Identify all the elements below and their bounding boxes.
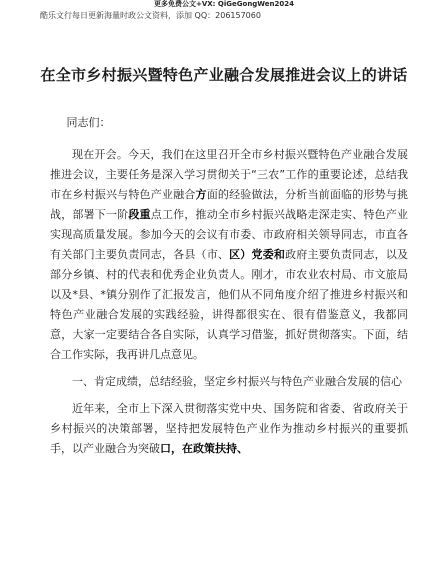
paragraph-1-text-a: 现在开会。今天，我们在这里召开全市乡村振兴暨特色产业融合发展推进会议，主要任务是深入学习贯彻关于“三农”工作的重要论述，总结我市在乡村振兴与特色产业融合	[50, 148, 408, 201]
salutation: 同志们：	[66, 116, 111, 129]
paragraph-1-bold-c: 区）党委和	[229, 248, 286, 261]
document-body	[50, 113, 408, 466]
paragraph-1-bold-b: 段重	[128, 208, 151, 221]
paragraph-1-text-d: 政府主要负责同志，以及部分乡镇、村的代表和优秀企业负责人。刚才，市农业农村局、市文旅局以及*县、*镇分别作了汇报发言，他们从不同角度介绍了推进乡村振兴和特色产业融合发展的实践经验，讲得都很实在、很有借鉴意义，我都同意，大家一定要结合各自实际，认真学习借鉴，抓好贯彻落实。下面，结合工作实际，我再讲几点意见。	[50, 248, 409, 361]
paragraph-1-text-b: 面的经验做法，分析当前面临的形势与挑战，部署下一阶	[50, 188, 409, 221]
document-title: 在全市乡村振兴暨特色产业融合发展推进会议上的讲话	[40, 66, 408, 84]
paragraph-2-bold-a: 口，在政策扶持、	[160, 442, 248, 455]
paragraph-2	[50, 399, 408, 459]
paragraph-1-text-c: 点工作，推动全市乡村振兴战略走深走实、特色产业实现高质量发展。参加今天的会议有市委、市政府相关领导同志，市直各有关部门主要负责同志，各县（市、	[50, 208, 409, 261]
paragraph-1-bold-a: 方	[195, 188, 207, 201]
paragraph-1	[50, 145, 408, 365]
top-banner: 更多免费公文+VX: QiGeGongWen2024	[154, 0, 294, 8]
section-heading-1: 一、肯定成绩，总结经验，坚定乡村振兴与特色产业融合发展的信心	[72, 375, 402, 388]
paragraph-2-text-a: 近年来，全市上下深入贯彻落实党中央、国务院和省委、省政府关于乡村振兴的决策部署，坚持把发展特色产业作为推动乡村振兴的重要抓手，以产业融合为突破	[50, 402, 408, 455]
header-note: 酷乐文行每日更新海量时政公文资料，添加 QQ：206157060	[40, 11, 261, 20]
